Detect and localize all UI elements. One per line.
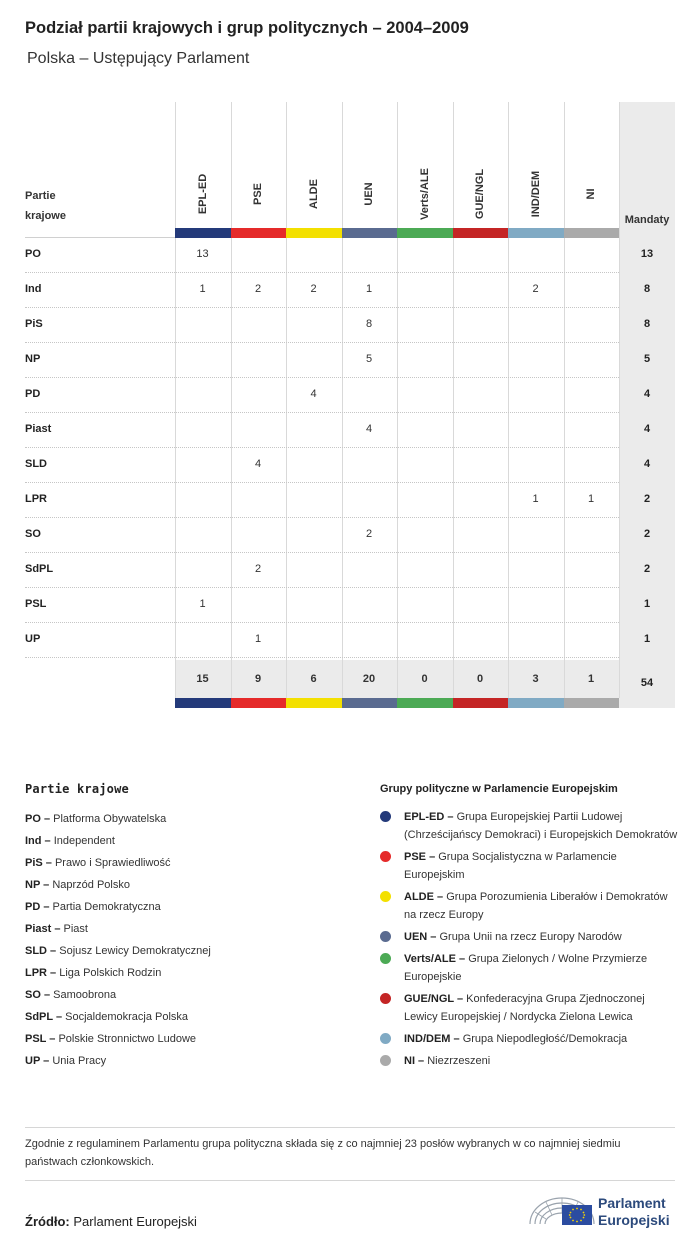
- legend-party-item: [25, 1050, 355, 1072]
- party-total-cell: 4: [643, 388, 651, 400]
- group-total-cell: 3: [532, 673, 539, 685]
- legend-group-item: [380, 848, 680, 884]
- party-name-cell: PSL: [25, 598, 47, 610]
- party-name-cell: LPR: [25, 493, 47, 505]
- column-header-label: ALDE: [307, 179, 320, 209]
- column-header-label: NI: [585, 188, 598, 200]
- european-parliament-hemicycle-icon: [528, 1190, 596, 1230]
- group-total-cell: 9: [254, 673, 262, 685]
- table-row: [25, 517, 675, 552]
- party-name-cell: SO: [25, 528, 41, 540]
- legend-group-name: Grupa Niepodległość/Demokracja: [462, 1033, 628, 1045]
- legend-party-abbr: LPR: [25, 967, 47, 979]
- legend-party-item: [25, 808, 355, 830]
- legend-dash: –: [433, 891, 447, 903]
- table-row: [25, 482, 675, 517]
- legend-party-item: [25, 940, 355, 962]
- seat-count-cell: 4: [365, 423, 373, 435]
- party-total-cell: 13: [640, 248, 654, 260]
- source-label: Źródło:: [25, 1214, 70, 1229]
- legend-party-name: Prawo i Sprawiedliwość: [54, 857, 171, 869]
- legend-party-name: Independent: [53, 835, 115, 847]
- legend-color-dot-icon: [380, 1055, 391, 1066]
- seat-count-cell: 4: [254, 458, 262, 470]
- legend-parties: [25, 782, 355, 1072]
- group-color-bar: [231, 698, 287, 708]
- party-total-cell: 2: [643, 563, 651, 575]
- legend-dash: –: [52, 1011, 66, 1023]
- party-total-cell: 1: [643, 633, 651, 645]
- table-row: [25, 552, 675, 587]
- legend-party-item: [25, 830, 355, 852]
- footer-divider-bottom: [25, 1180, 675, 1181]
- row-separator: [25, 342, 619, 343]
- legend-party-name: Socjaldemokracja Polska: [65, 1011, 189, 1023]
- legend-color-dot-icon: [380, 953, 391, 964]
- legend-party-abbr: PiS: [25, 857, 43, 869]
- seat-count-cell: 2: [532, 283, 539, 295]
- row-separator: [25, 447, 619, 448]
- legend-group-abbr: NI: [404, 1055, 415, 1067]
- legend-party-abbr: PSL: [25, 1033, 47, 1045]
- seat-count-cell: 2: [254, 563, 262, 575]
- party-name-cell: PiS: [25, 318, 43, 330]
- table-row: [25, 622, 675, 657]
- party-name-cell: PO: [25, 248, 41, 260]
- group-color-bar: [397, 698, 453, 708]
- legend-dash: –: [40, 813, 54, 825]
- legend-group-name: Grupa Socjalistyczna w Parlamencie Europejskim: [404, 851, 617, 881]
- legend-dash: –: [40, 901, 53, 913]
- group-total-cell: 0: [421, 673, 428, 685]
- column-header-mandaty: Mandaty: [624, 214, 670, 226]
- legend-party-name: Naprzód Polsko: [52, 879, 130, 891]
- legend-group-item: [380, 990, 680, 1026]
- party-total-cell: 1: [643, 598, 651, 610]
- legend-parties-title: Partie krajowe: [25, 782, 129, 796]
- seat-count-cell: 2: [310, 283, 317, 295]
- legend-color-dot-icon: [380, 931, 391, 942]
- party-total-cell: 5: [643, 353, 651, 365]
- party-total-cell: 8: [643, 318, 651, 330]
- legend-dash: –: [455, 953, 469, 965]
- row-separator: [25, 587, 619, 588]
- legend-party-name: Samoobrona: [53, 989, 117, 1001]
- legend-dash: –: [453, 993, 467, 1005]
- legend-party-abbr: SO: [25, 989, 41, 1001]
- seat-count-cell: 1: [365, 283, 373, 295]
- legend-dash: –: [41, 835, 54, 847]
- group-color-bar: [342, 698, 398, 708]
- table-row: [25, 412, 675, 447]
- legend-group-name: Niezrzeszeni: [427, 1055, 491, 1067]
- seat-count-cell: 1: [532, 493, 539, 505]
- logo-line1: Parlament: [598, 1195, 666, 1211]
- legend-group-abbr: PSE: [404, 851, 427, 863]
- seats-table: [25, 102, 675, 708]
- party-name-cell: UP: [25, 633, 41, 645]
- legend-color-dot-icon: [380, 811, 391, 822]
- group-color-bar: [175, 698, 231, 708]
- legend-dash: –: [415, 1055, 428, 1067]
- legend-party-item: [25, 1028, 355, 1050]
- european-parliament-logo: [528, 1190, 678, 1230]
- legend-group-name: Grupa Europejskiej Partii Ludowej (Chrześcijańscy Demokraci) i Europejskich Demokratów: [404, 811, 678, 841]
- party-name-cell: Ind: [25, 283, 42, 295]
- party-name-cell: Piast: [25, 423, 52, 435]
- legend-party-abbr: NP: [25, 879, 41, 891]
- row-separator: [25, 517, 619, 518]
- column-header-label: EPL-ED: [196, 173, 209, 215]
- legend-party-name: Sojusz Lewicy Demokratycznej: [59, 945, 211, 957]
- table-row: [25, 307, 675, 342]
- legend-group-item: [380, 888, 680, 924]
- seat-count-cell: 4: [310, 388, 317, 400]
- legend-color-dot-icon: [380, 1033, 391, 1044]
- table-row: [25, 272, 675, 307]
- row-separator: [25, 552, 619, 553]
- row-separator: [25, 657, 619, 658]
- legend-party-abbr: SLD: [25, 945, 47, 957]
- group-color-bar: [453, 698, 509, 708]
- seat-count-cell: 1: [587, 493, 595, 505]
- seat-count-cell: 2: [254, 283, 262, 295]
- legend-dash: –: [47, 945, 60, 957]
- legend-dash: –: [427, 931, 440, 943]
- source-line: [25, 1214, 197, 1229]
- legend-group-name: Grupa Porozumienia Liberałów i Demokratów na rzecz Europy: [404, 891, 668, 921]
- party-name-cell: SLD: [25, 458, 47, 470]
- source-value: Parlament Europejski: [73, 1214, 197, 1229]
- table-row: [25, 377, 675, 412]
- party-name-cell: PD: [25, 388, 41, 400]
- legend-party-item: [25, 984, 355, 1006]
- legend-group-name: Grupa Unii na rzecz Europy Narodów: [439, 931, 622, 943]
- legend-dash: –: [40, 989, 54, 1001]
- legend-party-abbr: PO: [25, 813, 41, 825]
- legend-party-name: Unia Pracy: [52, 1055, 107, 1067]
- group-total-cell: 1: [587, 673, 595, 685]
- party-total-cell: 4: [643, 423, 651, 435]
- column-header-label: IND/DEM: [529, 170, 542, 218]
- row-separator: [25, 307, 619, 308]
- table-row: [25, 587, 675, 622]
- legend-party-abbr: Piast: [25, 923, 52, 935]
- party-name-cell: NP: [25, 353, 41, 365]
- table-row: [25, 447, 675, 482]
- legend-group-abbr: IND/DEM: [404, 1033, 451, 1045]
- legend-group-item: [380, 928, 680, 946]
- legend-groups: [380, 783, 680, 1074]
- legend-party-abbr: UP: [25, 1055, 41, 1067]
- column-header-label: Verts/ALE: [418, 168, 431, 220]
- footnote: Zgodnie z regulaminem Parlamentu grupa polityczna składa się z co najmniej 23 posłów wybranych w co najmniej siedmiu państwach członkowskich.: [25, 1138, 621, 1168]
- group-total-cell: 20: [362, 673, 376, 685]
- legend-group-abbr: UEN: [404, 931, 428, 943]
- seat-count-cell: 13: [196, 248, 209, 260]
- seat-count-cell: 1: [199, 283, 206, 295]
- legend-party-abbr: Ind: [25, 835, 42, 847]
- legend-party-abbr: SdPL: [25, 1011, 53, 1023]
- group-total-cell: 6: [310, 673, 317, 685]
- group-color-bar: [564, 698, 620, 708]
- legend-dash: –: [40, 1055, 53, 1067]
- legend-dash: –: [444, 811, 457, 823]
- page-subtitle: Polska – Ustępujący Parlament: [27, 50, 250, 67]
- party-total-cell: 2: [643, 493, 651, 505]
- seat-count-cell: 1: [199, 598, 206, 610]
- legend-party-name: Polskie Stronnictwo Ludowe: [58, 1033, 197, 1045]
- seat-count-cell: 8: [365, 318, 373, 330]
- legend-group-item: [380, 1030, 680, 1048]
- column-header-label: PSE: [252, 182, 265, 206]
- legend-group-item: [380, 808, 680, 844]
- legend-dash: –: [450, 1033, 463, 1045]
- row-separator: [25, 272, 619, 273]
- legend-color-dot-icon: [380, 993, 391, 1004]
- legend-dash: –: [42, 857, 55, 869]
- legend-party-item: [25, 1006, 355, 1028]
- legend-group-item: [380, 1052, 680, 1070]
- column-header-label: GUE/NGL: [474, 168, 487, 220]
- logo-line2: Europejski: [598, 1212, 670, 1228]
- column-header-parties: [25, 186, 66, 226]
- party-total-cell: 8: [643, 283, 651, 295]
- group-color-bar: [286, 698, 342, 708]
- group-color-bar: [508, 698, 564, 708]
- legend-party-name: Piast: [63, 923, 88, 935]
- legend-group-name: Grupa Zielonych / Wolne Przymierze Europejskie: [404, 953, 648, 983]
- legend-groups-title: Grupy polityczne w Parlamencie Europejskim: [380, 783, 618, 795]
- page-title: Podział partii krajowych i grup politycznych – 2004–2009: [25, 19, 469, 37]
- legend-group-abbr: ALDE: [404, 891, 434, 903]
- header-label-line2: krajowe: [25, 210, 66, 222]
- legend-dash: –: [46, 1033, 59, 1045]
- party-name-cell: SdPL: [25, 563, 54, 575]
- legend-color-dot-icon: [380, 851, 391, 862]
- legend-group-abbr: EPL-ED: [404, 811, 445, 823]
- seat-count-cell: 5: [365, 353, 373, 365]
- legend-party-abbr: PD: [25, 901, 41, 913]
- legend-party-item: [25, 918, 355, 940]
- party-total-cell: 4: [643, 458, 651, 470]
- seat-count-cell: 1: [254, 633, 262, 645]
- logo-text: [598, 1195, 670, 1229]
- legend-party-name: Partia Demokratyczna: [52, 901, 161, 913]
- legend-group-abbr: Verts/ALE: [404, 953, 456, 965]
- legend-party-item: [25, 852, 355, 874]
- group-total-cell: 0: [476, 673, 484, 685]
- row-separator: [25, 377, 619, 378]
- legend-party-name: Liga Polskich Rodzin: [59, 967, 162, 979]
- legend-group-abbr: GUE/NGL: [404, 993, 454, 1005]
- row-separator: [25, 482, 619, 483]
- table-row: [25, 237, 675, 272]
- legend-group-item: [380, 950, 680, 986]
- legend-party-item: [25, 874, 355, 896]
- legend-group-name: Konfederacyjna Grupa Zjednoczonej Lewicy Europejskiej / Nordycka Zielona Lewica: [404, 993, 645, 1023]
- group-total-cell: 15: [196, 673, 209, 685]
- legend-dash: –: [426, 851, 439, 863]
- header-label-line1: Partie: [25, 190, 56, 202]
- legend-dash: –: [47, 967, 60, 979]
- seat-count-cell: 2: [365, 528, 373, 540]
- legend-party-name: Platforma Obywatelska: [53, 813, 167, 825]
- row-separator: [25, 622, 619, 623]
- grand-total-cell: 54: [640, 677, 654, 689]
- party-total-cell: 2: [643, 528, 651, 540]
- table-row: [25, 342, 675, 377]
- legend-dash: –: [40, 879, 53, 891]
- legend-dash: –: [51, 923, 64, 935]
- column-header-label: UEN: [363, 182, 376, 206]
- footer-divider-top: [25, 1127, 675, 1128]
- legend-color-dot-icon: [380, 891, 391, 902]
- legend-party-item: [25, 962, 355, 984]
- row-separator: [25, 412, 619, 413]
- legend-party-item: [25, 896, 355, 918]
